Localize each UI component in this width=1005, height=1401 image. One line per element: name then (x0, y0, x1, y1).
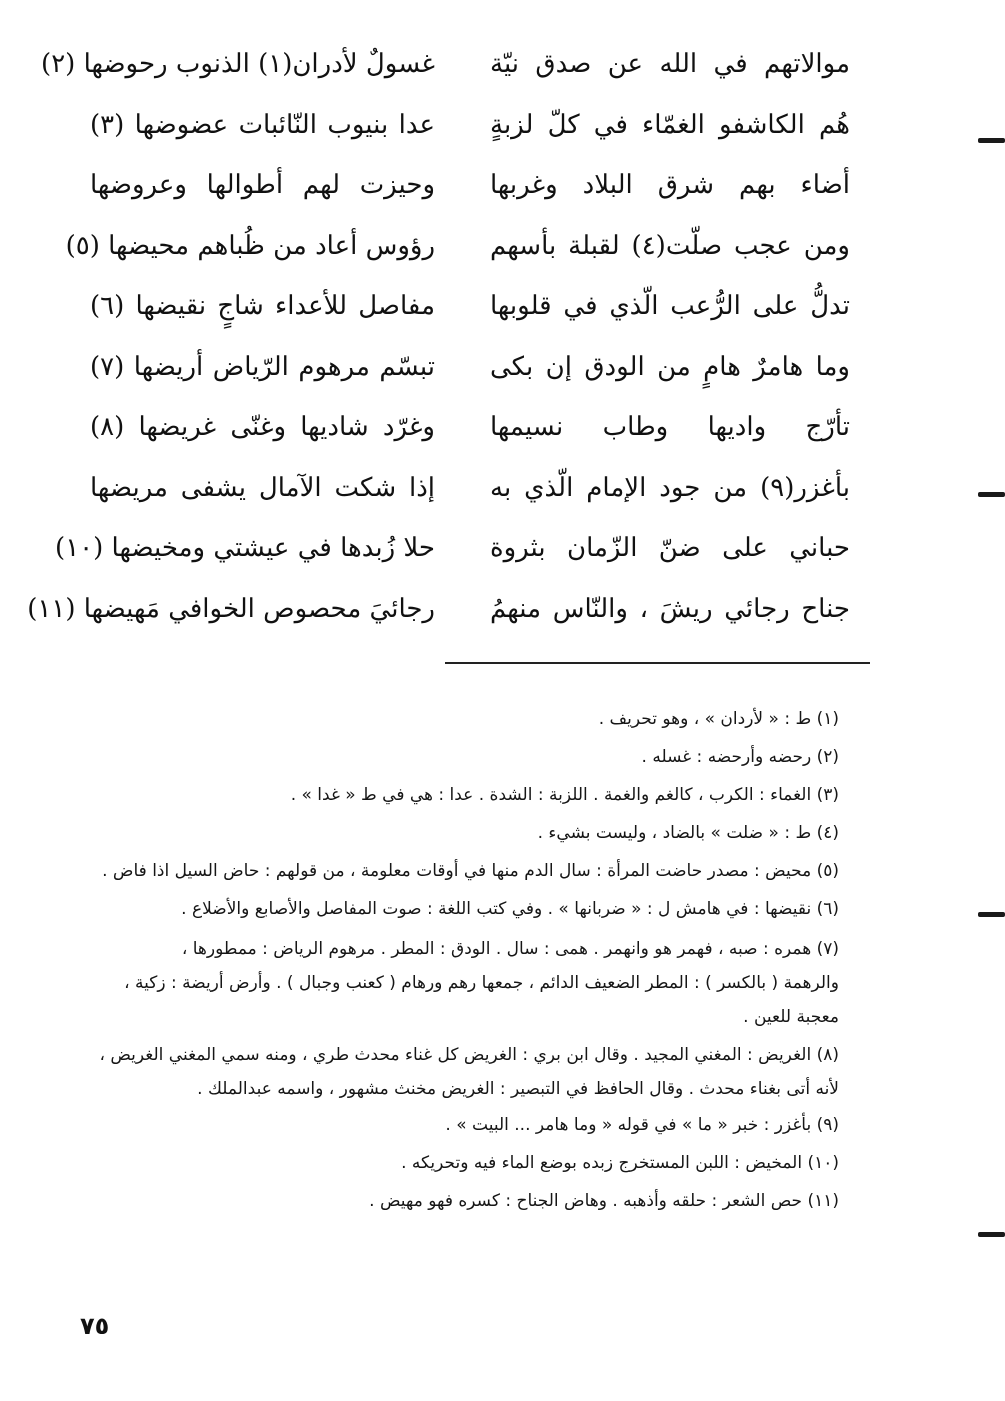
margin-mark (978, 912, 1005, 917)
verse-second-hemistich: وغرّد شاديها وغنّى غريضها (٨) (90, 412, 435, 443)
verse-first-hemistich: تدلُّ على الرُّعب الّذي في قلوبها (490, 291, 850, 322)
verse-first-hemistich: تأرّج واديها وطاب نسيمها (490, 412, 850, 443)
verse-5 (90, 276, 850, 337)
page-number: ٧٥ (80, 1312, 110, 1340)
verse-second-hemistich: وحيزت لهم أطوالها وعروضها (90, 170, 435, 201)
verse-10 (27, 579, 850, 640)
verse-first-hemistich: أضاء بهم شرق البلاد وغربها (490, 170, 850, 201)
verse-second-hemistich: مفاصل للأعداء شاجٍ نقيضها (٦) (90, 291, 435, 322)
footnote-line: والرهمة ( بالكسر ) : المطر الضعيف الدائم ، جمعها رهم ورهام ( كعنب وجبال ) . وأرض أريضة : زكية ، (124, 973, 839, 993)
verse-first-hemistich: جناح رجائي ريشَ ، والنّاس منهمُ (490, 593, 850, 624)
verse-6 (90, 337, 850, 398)
verse-3 (90, 155, 850, 216)
footnote-divider (445, 662, 870, 664)
margin-mark (978, 1232, 1005, 1237)
verse-first-hemistich: ومن عجب صلّت(٤) لقبلة بأسهم (490, 230, 850, 261)
verse-9 (55, 518, 850, 579)
footnote-9: (٩) بأغزر : خبر « ما » في قوله « وما هامر ... البيت » . (445, 1115, 839, 1135)
footnote-line: معجبة للعين . (743, 1007, 839, 1027)
footnote-line: لأنه أتى بغناء محدث . وقال الحافظ في التبصير : الغريض مخنث مشهور ، واسمه عبدالملك . (197, 1079, 839, 1099)
footnote-5: (٥) محيض : مصدر حاضت المرأة : سال الدم منها في أوقات معلومة ، من قولهم : حاض السيل اذا فاض . (102, 861, 839, 881)
verse-first-hemistich: وما هامرٌ هامٍ من الودق إن بكى (490, 351, 850, 382)
footnote-2: (٢) رحضه وأرحضه : غسله . (641, 747, 839, 767)
footnote-7 (82, 928, 839, 1034)
verse-second-hemistich: إذا شكت الآمال يشفى مريضها (90, 472, 435, 503)
verse-2 (90, 95, 850, 156)
margin-mark (978, 492, 1005, 497)
verse-first-hemistich: حباني على ضنّ الزّمان بثروة (490, 533, 850, 564)
verse-first-hemistich: بأغزر(٩) من جود الإمام الّذي به (490, 472, 850, 503)
footnote-11: (١١) حص الشعر : حلقه وأذهبه . وهاض الجناح : كسره فهو مهيض . (369, 1191, 839, 1211)
verse-1 (41, 34, 850, 95)
verse-second-hemistich: غسولٌ لأدران(١) الذنوب رحوضها (٢) (41, 49, 435, 80)
footnote-line: (٨) الغريض : المغني المجيد . وقال ابن بري : الغريض كل غناء محدث طري ، ومنه سمي المغني الغريض ، (99, 1045, 839, 1065)
verse-first-hemistich: موالاتهم في الله عن صدق نيّة (490, 49, 850, 80)
footnotes (82, 700, 839, 1220)
footnote-6: (٦) نقيضها : في هامش ل : « ضربانها » . وفي كتب اللغة : صوت المفاصل والأصابع والأضلاع . (181, 899, 839, 919)
verse-8 (90, 458, 850, 519)
verse-first-hemistich: هُم الكاشفو الغمّاء في كلّ لزبةٍ (490, 109, 850, 140)
verse-second-hemistich: رؤوس أعاد من ظُباهم محيضها (٥) (65, 230, 435, 261)
footnote-4: (٤) ط : « ضلت » بالضاد ، وليست بشيء . (537, 823, 839, 843)
verse-7 (90, 397, 850, 458)
footnote-3: (٣) الغماء : الكرب ، كالغم والغمة . اللزبة : الشدة . عدا : هي في ط « غدا » . (290, 785, 839, 805)
poem (27, 34, 850, 639)
footnote-10: (١٠) المخيض : اللبن المستخرج زبده بوضع الماء فيه وتحريكه . (401, 1153, 839, 1173)
footnote-1: (١) ط : « لأردان » ، وهو تحريف . (598, 709, 839, 729)
footnote-line: (٧) همره : صبه ، فهمر هو وانهمر . همى : سال . الودق : المطر . مرهوم الرياض : ممطورها ، (181, 939, 839, 959)
verse-4 (65, 216, 850, 277)
verse-second-hemistich: عدا بنيوب النّائبات عضوضها (٣) (90, 109, 435, 140)
footnote-8 (82, 1034, 839, 1106)
verse-second-hemistich: تبسّم مرهوم الرّياض أريضها (٧) (90, 351, 435, 382)
verse-second-hemistich: حلا زُبدها في عيشتي ومخيضها (١٠) (55, 533, 435, 564)
verse-second-hemistich: رجائيَ محصوص الخوافي مَهيضها (١١) (27, 593, 435, 624)
margin-mark (978, 138, 1005, 143)
